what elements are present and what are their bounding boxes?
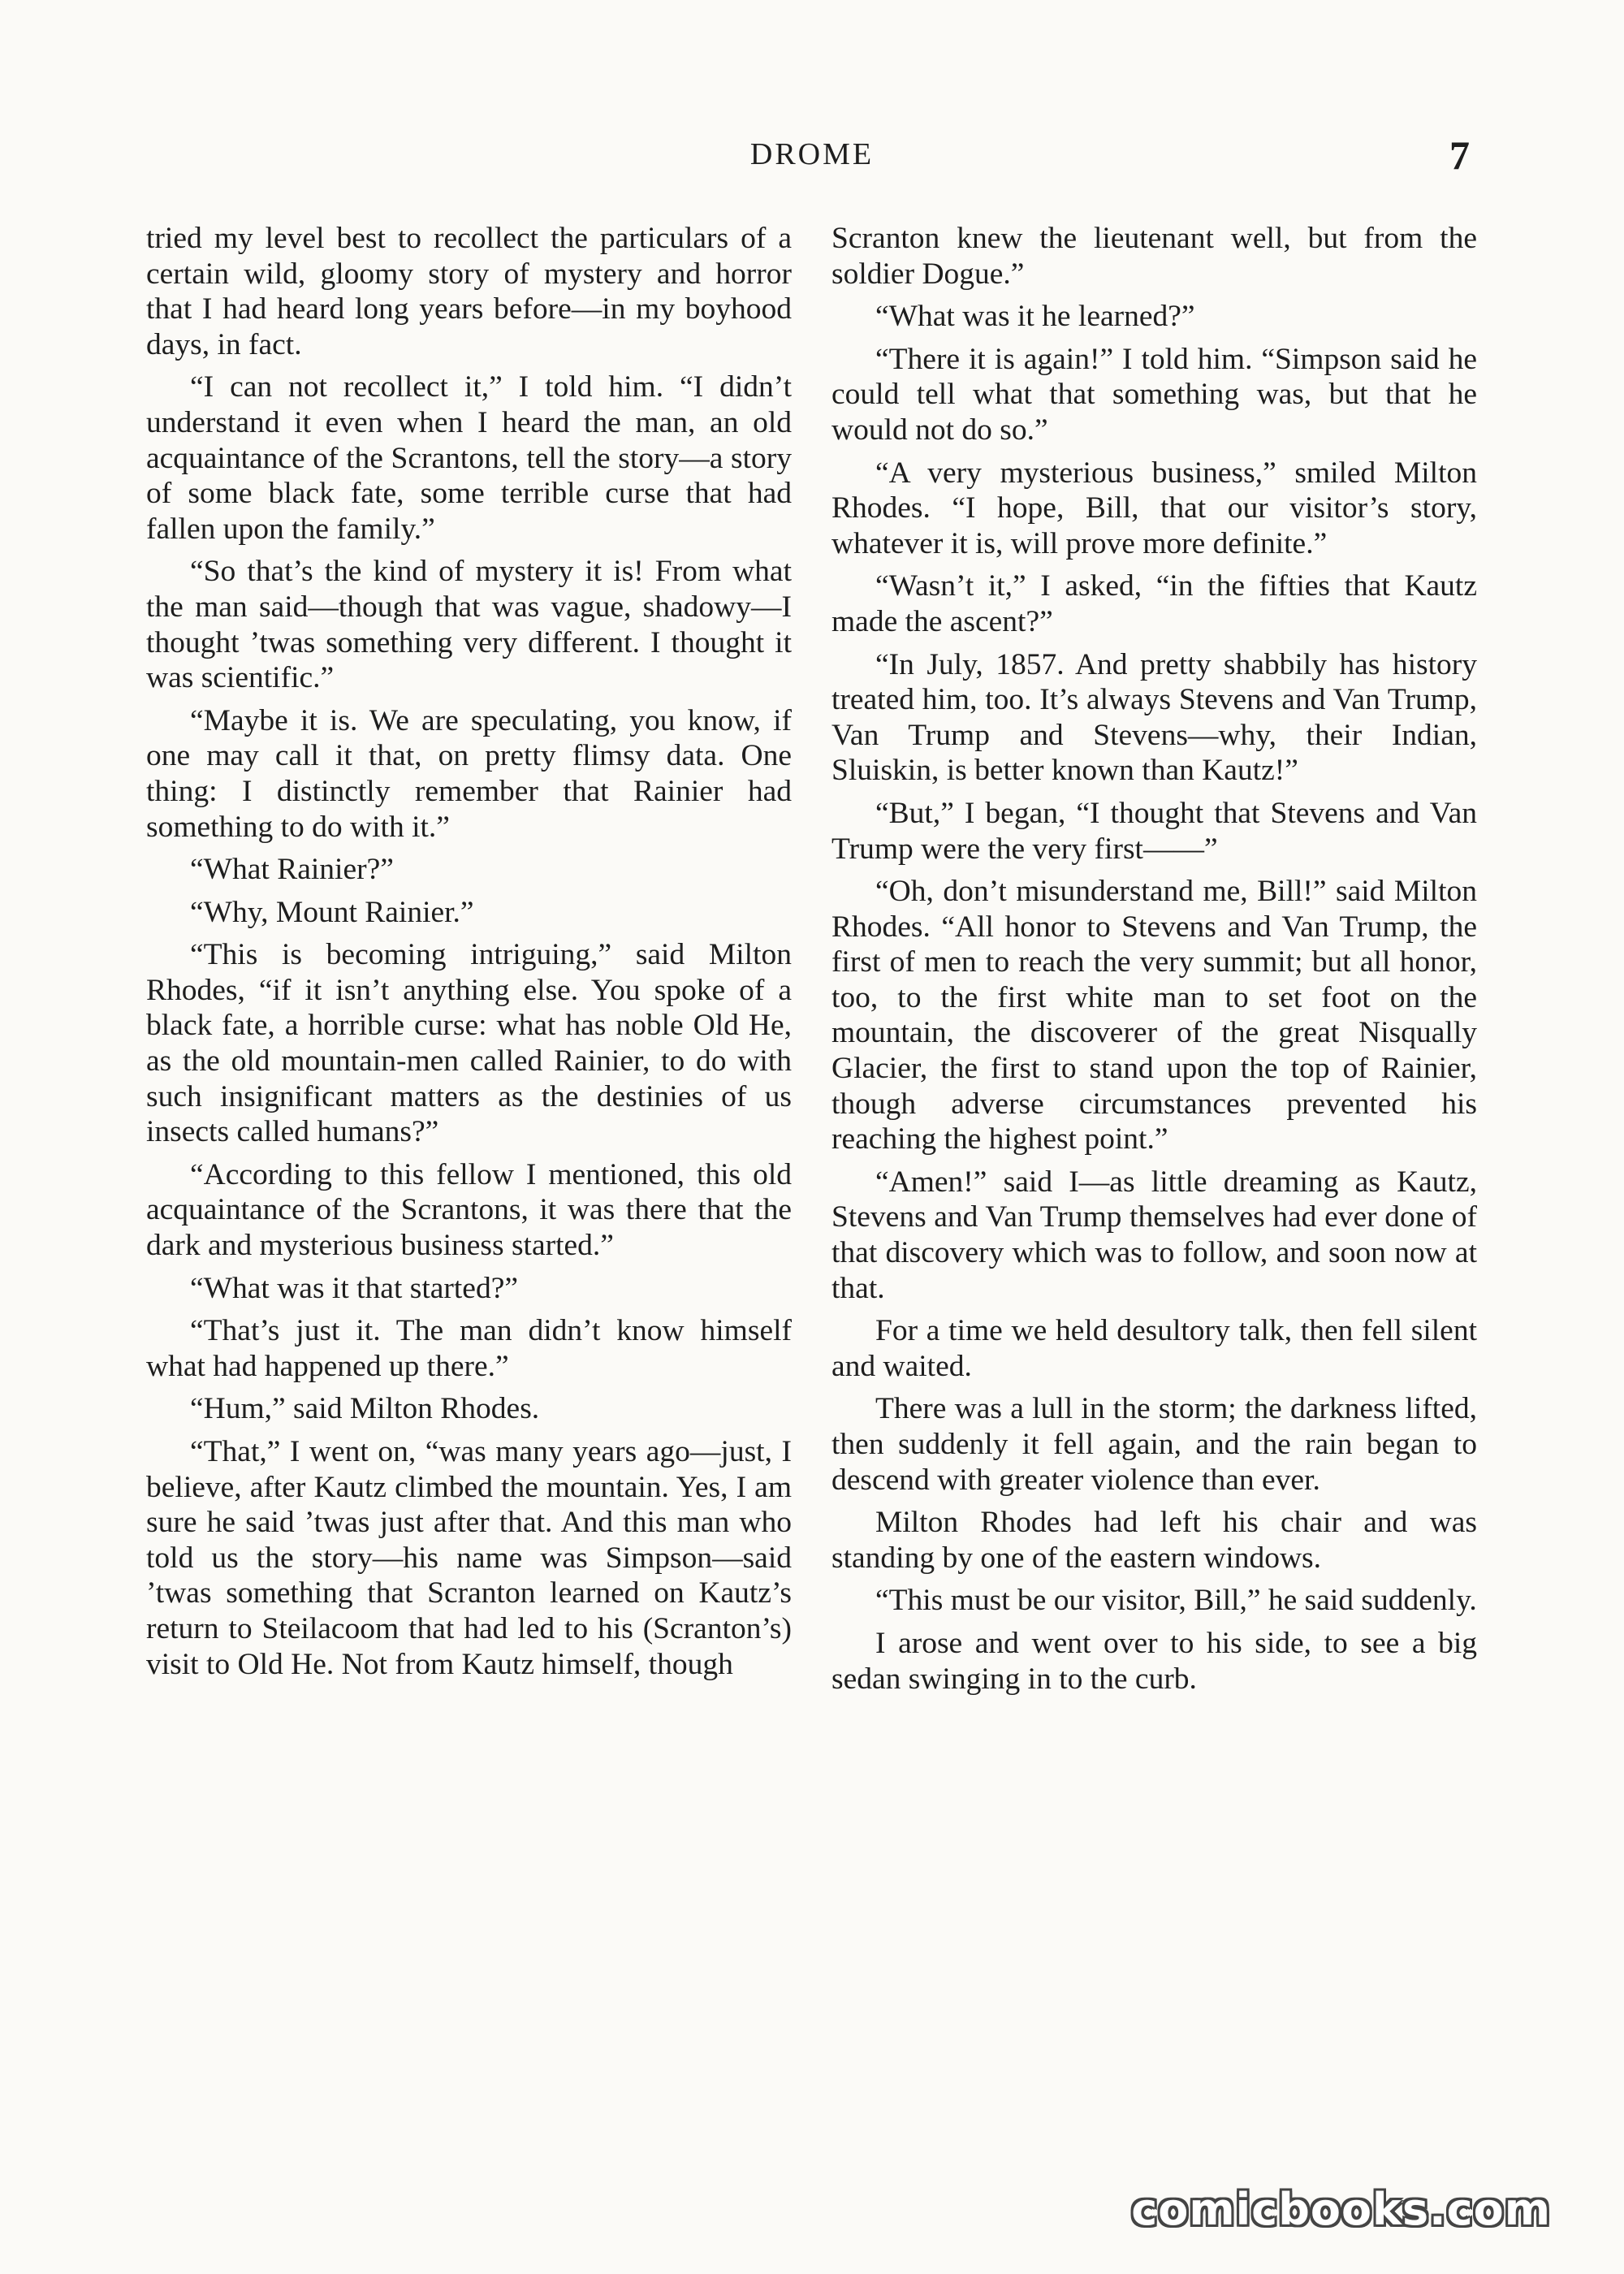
page-number: 7	[1449, 132, 1470, 178]
paragraph: “This must be our visitor, Bill,” he said suddenly.	[875, 1584, 1477, 1618]
paragraph: “In July, 1857. And pretty shabbily has history treated him, too. It’s always Stevens and Van Trump, Van Trump and Stevens—why, their Indian, Sluiskin, is better known than Kautz!”	[831, 647, 1477, 788]
paragraph: “I can not recollect it,” I told him. “I didn’t understand it even when I heard the man, an old acquaintance of the Scrantons, tell the story—a story of some black fate, some terrible curse that had fallen upon the family.”	[146, 370, 792, 546]
paragraph: “What was it that started?”	[190, 1271, 518, 1305]
paragraph: “What was it he learned?”	[875, 300, 1195, 334]
paragraph: “There it is again!” I told him. “Simpson said he could tell what that something was, but that he would not do so.”	[831, 342, 1477, 447]
right-column	[831, 221, 1477, 1697]
watermark-logo: comicbooks.com	[1131, 2184, 1551, 2235]
paragraph: “Oh, don’t misunderstand me, Bill!” said Milton Rhodes. “All honor to Stevens and Van Trump, the first of men to reach the very summit; but all honor, too, to the first white man to set foot on the mountain, the discoverer of the great Nisqually Glacier, the first to stand upon the top of Rainier, though adverse circumstances prevented his reaching the highest point.”	[831, 875, 1477, 1156]
paragraph: “That’s just it. The man didn’t know himself what had happened up there.”	[146, 1314, 792, 1383]
paragraph: “Wasn’t it,” I asked, “in the fifties that Kautz made the ascent?”	[831, 569, 1477, 638]
paragraph: Milton Rhodes had left his chair and was standing by one of the eastern windows.	[831, 1506, 1477, 1575]
paragraph: “Hum,” said Milton Rhodes.	[190, 1392, 540, 1426]
left-column	[146, 221, 792, 1682]
paragraph: For a time we held desultory talk, then fell silent and waited.	[831, 1314, 1477, 1383]
paragraph: “That,” I went on, “was many years ago—just, I believe, after Kautz climbed the mountain. Yes, I am sure he said ’twas just after that. And this man who told us the story—his name was Simpson—said ’twas something that Scranton learned on Kautz’s return to Steilacoom that had led to his (Scranton’s) visit to Old He. Not from Kautz himself, though	[146, 1435, 792, 1681]
page-header	[0, 132, 1624, 185]
paragraph: “Why, Mount Rainier.”	[190, 895, 474, 929]
paragraph: I arose and went over to his side, to see a big sedan swinging in to the curb.	[831, 1626, 1477, 1696]
paragraph: “So that’s the kind of mystery it is! From what the man said—though that was vague, shadowy—I thought ’twas something very different. I thought it was scientific.”	[146, 555, 792, 695]
paragraph: “According to this fellow I mentioned, this old acquaintance of the Scrantons, it was there that the dark and mysterious business started.”	[146, 1157, 792, 1263]
paragraph: There was a lull in the storm; the darkness lifted, then suddenly it fell again, and the rain began to descend with greater violence than ever.	[831, 1392, 1477, 1497]
paragraph: “This is becoming intriguing,” said Milton Rhodes, “if it isn’t anything else. You spoke of a black fate, a horrible curse: what has noble Old He, as the old mountain-men called Rainier, to do with such insignificant matters as the destinies of us insects called humans?”	[146, 938, 792, 1149]
paragraph: “But,” I began, “I thought that Stevens and Van Trump were the very first——”	[831, 796, 1477, 866]
paragraph: tried my level best to recollect the particulars of a certain wild, gloomy story of mystery and horror that I had heard long years before—in my boyhood days, in fact.	[146, 222, 792, 361]
paragraph: “Maybe it is. We are speculating, you know, if one may call it that, on pretty flimsy data. One thing: I distinctly remember that Rainier had something to do with it.”	[146, 703, 792, 844]
paragraph: “Amen!” said I—as little dreaming as Kautz, Stevens and Van Trump themselves had ever done of that discovery which was to follow, and soon now at that.	[831, 1165, 1477, 1305]
paragraph: Scranton knew the lieutenant well, but from the soldier Dogue.”	[831, 222, 1477, 291]
paragraph: “What Rainier?”	[190, 853, 394, 887]
paragraph: “A very mysterious business,” smiled Milton Rhodes. “I hope, Bill, that our visitor’s story, whatever it is, will prove more definite.”	[831, 456, 1477, 560]
running-title: DROME	[749, 137, 875, 171]
